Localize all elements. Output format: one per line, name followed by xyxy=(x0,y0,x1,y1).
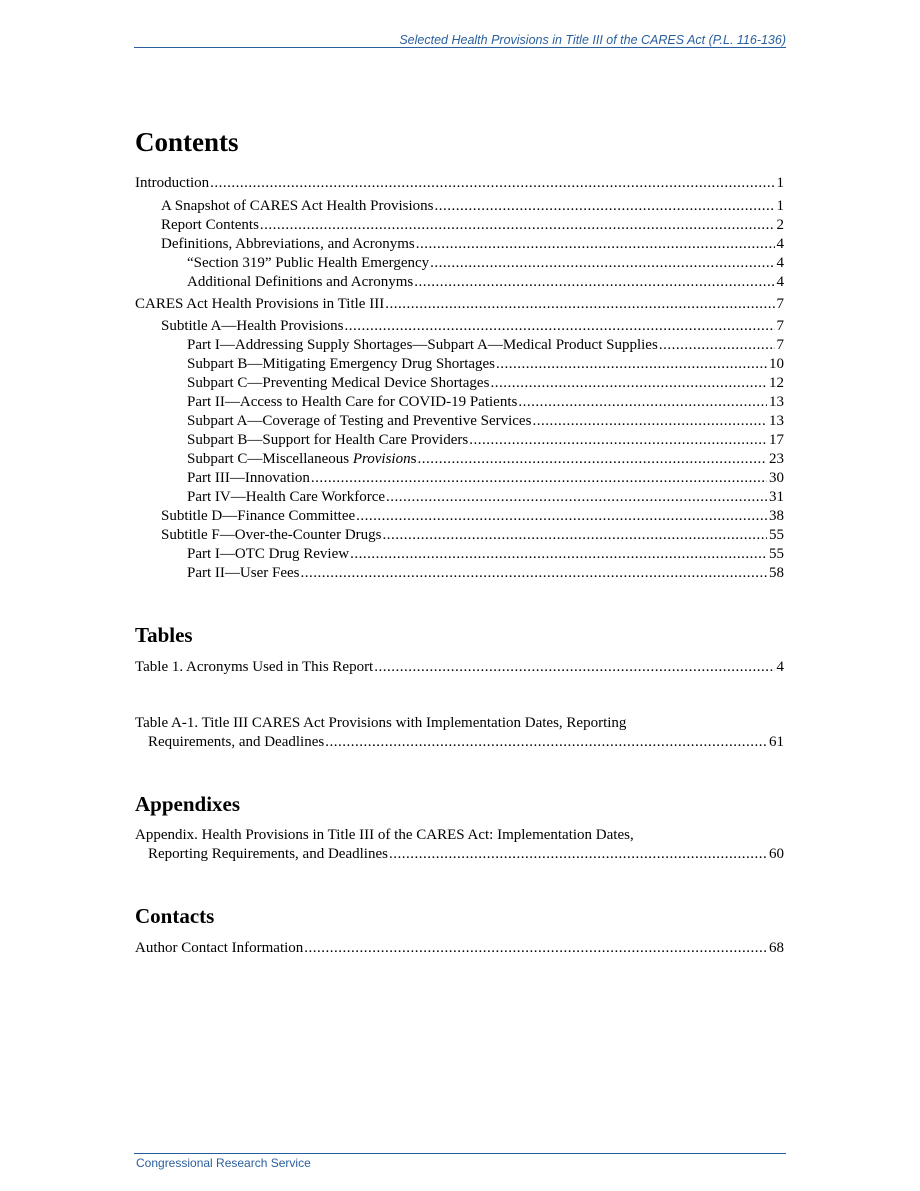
dot-leader xyxy=(430,254,774,273)
toc-entry-label xyxy=(187,450,417,469)
dot-leader xyxy=(325,733,767,752)
toc-entry-page: 38 xyxy=(769,508,784,524)
toc-entry-page: 23 xyxy=(769,451,784,467)
toc-entry-label: Subpart C—Preventing Medical Device Shortages xyxy=(187,375,490,391)
toc-entry-table-a1-line1[interactable]: Table A-1. Title III CARES Act Provisions with Implementation Dates, Reporting xyxy=(135,715,627,731)
toc-entry-part-i-supply[interactable] xyxy=(135,336,784,355)
toc-entry-label: Subtitle A—Health Provisions xyxy=(161,318,344,334)
toc-entry-page: 55 xyxy=(769,546,784,562)
toc-entry-label-suffix: s xyxy=(410,451,417,467)
dot-leader xyxy=(518,393,767,412)
toc-entry-page: 68 xyxy=(769,940,784,956)
dot-leader xyxy=(304,939,767,958)
dot-leader xyxy=(496,355,767,374)
dot-leader xyxy=(356,507,767,526)
toc-entry-subpart-c-device[interactable] xyxy=(135,374,784,393)
toc-entry-part-iii-innovation[interactable] xyxy=(135,469,784,488)
toc-entry-label: Introduction xyxy=(135,175,210,191)
toc-entry-label: Definitions, Abbreviations, and Acronyms xyxy=(161,236,415,252)
toc-entry-table-1[interactable] xyxy=(135,658,784,677)
dot-leader xyxy=(416,235,775,254)
dot-leader xyxy=(389,845,767,864)
toc-entry-part-ii-access[interactable] xyxy=(135,393,784,412)
dot-leader xyxy=(469,431,767,450)
running-header: Selected Health Provisions in Title III of the CARES Act (P.L. 116-136) xyxy=(399,33,786,47)
dot-leader xyxy=(383,526,767,545)
toc-entry-page: 4 xyxy=(776,659,784,675)
toc-entry-author-contact[interactable] xyxy=(135,939,784,958)
header-rule xyxy=(134,47,786,48)
toc-entry-label: Table 1. Acronyms Used in This Report xyxy=(135,659,374,675)
toc-entry-page: 1 xyxy=(776,198,784,214)
toc-entry-label: Subpart B—Mitigating Emergency Drug Shortages xyxy=(187,356,496,372)
dot-leader xyxy=(435,197,775,216)
toc-entry-label: Reporting Requirements, and Deadlines xyxy=(148,846,388,862)
toc-entry-page: 13 xyxy=(769,413,784,429)
toc-entry-subtitle-a[interactable] xyxy=(135,317,784,336)
toc-entry-page: 30 xyxy=(769,470,784,486)
toc-entry-part-i-otc[interactable] xyxy=(135,545,784,564)
toc-entry-label: Part III—Innovation xyxy=(187,470,310,486)
dot-leader xyxy=(386,488,767,507)
dot-leader xyxy=(532,412,767,431)
toc-entry-page: 4 xyxy=(776,236,784,252)
dot-leader xyxy=(374,658,774,677)
toc-entry-page: 13 xyxy=(769,394,784,410)
toc-entry-page: 61 xyxy=(769,734,784,750)
toc-entry-label: Part II—User Fees xyxy=(187,565,300,581)
toc-entry-subpart-b-providers[interactable] xyxy=(135,431,784,450)
footer-rule xyxy=(134,1153,786,1154)
toc-entry-page: 2 xyxy=(776,217,784,233)
toc-entry-page: 10 xyxy=(769,356,784,372)
toc-entry-label: Subpart B—Support for Health Care Providers xyxy=(187,432,469,448)
toc-entry-label-italic: Provision xyxy=(352,451,411,467)
toc-entry-label: Part I—Addressing Supply Shortages—Subpart A—Medical Product Supplies xyxy=(187,337,658,353)
toc-entry-subtitle-d[interactable] xyxy=(135,507,784,526)
toc-entry-label: Subpart A—Coverage of Testing and Preventive Services xyxy=(187,413,532,429)
toc-entry-report-contents[interactable] xyxy=(135,216,784,235)
tables-heading: Tables xyxy=(135,623,193,647)
dot-leader xyxy=(260,216,775,235)
dot-leader xyxy=(490,374,767,393)
toc-entry-page: 55 xyxy=(769,527,784,543)
toc-entry-snapshot[interactable] xyxy=(135,197,784,216)
toc-entry-label: Requirements, and Deadlines xyxy=(148,734,325,750)
toc-entry-subpart-b-drug[interactable] xyxy=(135,355,784,374)
toc-entry-label: Subtitle D—Finance Committee xyxy=(161,508,356,524)
toc-entry-label: Subtitle F—Over-the-Counter Drugs xyxy=(161,527,382,543)
toc-entry-appendix[interactable] xyxy=(135,845,784,864)
toc-entry-label: Part II—Access to Health Care for COVID-19 Patients xyxy=(187,394,518,410)
toc-entry-definitions[interactable] xyxy=(135,235,784,254)
toc-entry-page: 4 xyxy=(776,274,784,290)
dot-leader xyxy=(417,450,767,469)
toc-entry-page: 4 xyxy=(776,255,784,271)
toc-entry-label: A Snapshot of CARES Act Health Provisions xyxy=(161,198,434,214)
toc-entry-introduction[interactable] xyxy=(135,174,784,193)
toc-entry-page: 58 xyxy=(769,565,784,581)
toc-entry-page: 31 xyxy=(769,489,784,505)
toc-entry-label: Author Contact Information xyxy=(135,940,304,956)
dot-leader xyxy=(300,564,767,583)
dot-leader xyxy=(414,273,774,292)
dot-leader xyxy=(385,295,774,314)
dot-leader xyxy=(345,317,775,336)
dot-leader xyxy=(311,469,767,488)
toc-entry-appendix-line1[interactable]: Appendix. Health Provisions in Title III of the CARES Act: Implementation Dates, xyxy=(135,827,634,843)
toc-entry-subpart-a-coverage[interactable] xyxy=(135,412,784,431)
toc-entry-label: Report Contents xyxy=(161,217,259,233)
toc-entry-label-prefix: Subpart C—Miscellaneous xyxy=(187,451,353,467)
toc-entry-page: 60 xyxy=(769,846,784,862)
toc-entry-subpart-c-misc[interactable] xyxy=(135,450,784,469)
dot-leader xyxy=(350,545,767,564)
toc-entry-page: 17 xyxy=(769,432,784,448)
appendixes-heading: Appendixes xyxy=(135,792,241,816)
toc-entry-table-a1[interactable] xyxy=(135,733,784,752)
contacts-heading: Contacts xyxy=(135,904,215,928)
toc-entry-page: 1 xyxy=(776,175,784,191)
toc-entry-label: Part IV—Health Care Workforce xyxy=(187,489,386,505)
toc-entry-label: CARES Act Health Provisions in Title III xyxy=(135,296,385,312)
toc-entry-label: Part I—OTC Drug Review xyxy=(187,546,350,562)
toc-entry-label: Additional Definitions and Acronyms xyxy=(187,274,414,290)
dot-leader xyxy=(659,336,775,355)
toc-entry-page: 7 xyxy=(776,318,784,334)
contents-heading: Contents xyxy=(135,127,239,157)
toc-entry-section-319[interactable] xyxy=(135,254,784,273)
footer-publisher: Congressional Research Service xyxy=(136,1156,311,1170)
toc-entry-label: “Section 319” Public Health Emergency xyxy=(187,255,430,271)
toc-entry-page: 12 xyxy=(769,375,784,391)
toc-entry-cares-act-title-iii[interactable] xyxy=(135,295,784,314)
toc-entry-part-ii-user-fees[interactable] xyxy=(135,564,784,583)
toc-entry-page: 7 xyxy=(776,296,784,312)
toc-entry-part-iv-workforce[interactable] xyxy=(135,488,784,507)
dot-leader xyxy=(210,174,774,193)
toc-entry-subtitle-f[interactable] xyxy=(135,526,784,545)
toc-entry-additional-definitions[interactable] xyxy=(135,273,784,292)
toc-entry-page: 7 xyxy=(776,337,784,353)
